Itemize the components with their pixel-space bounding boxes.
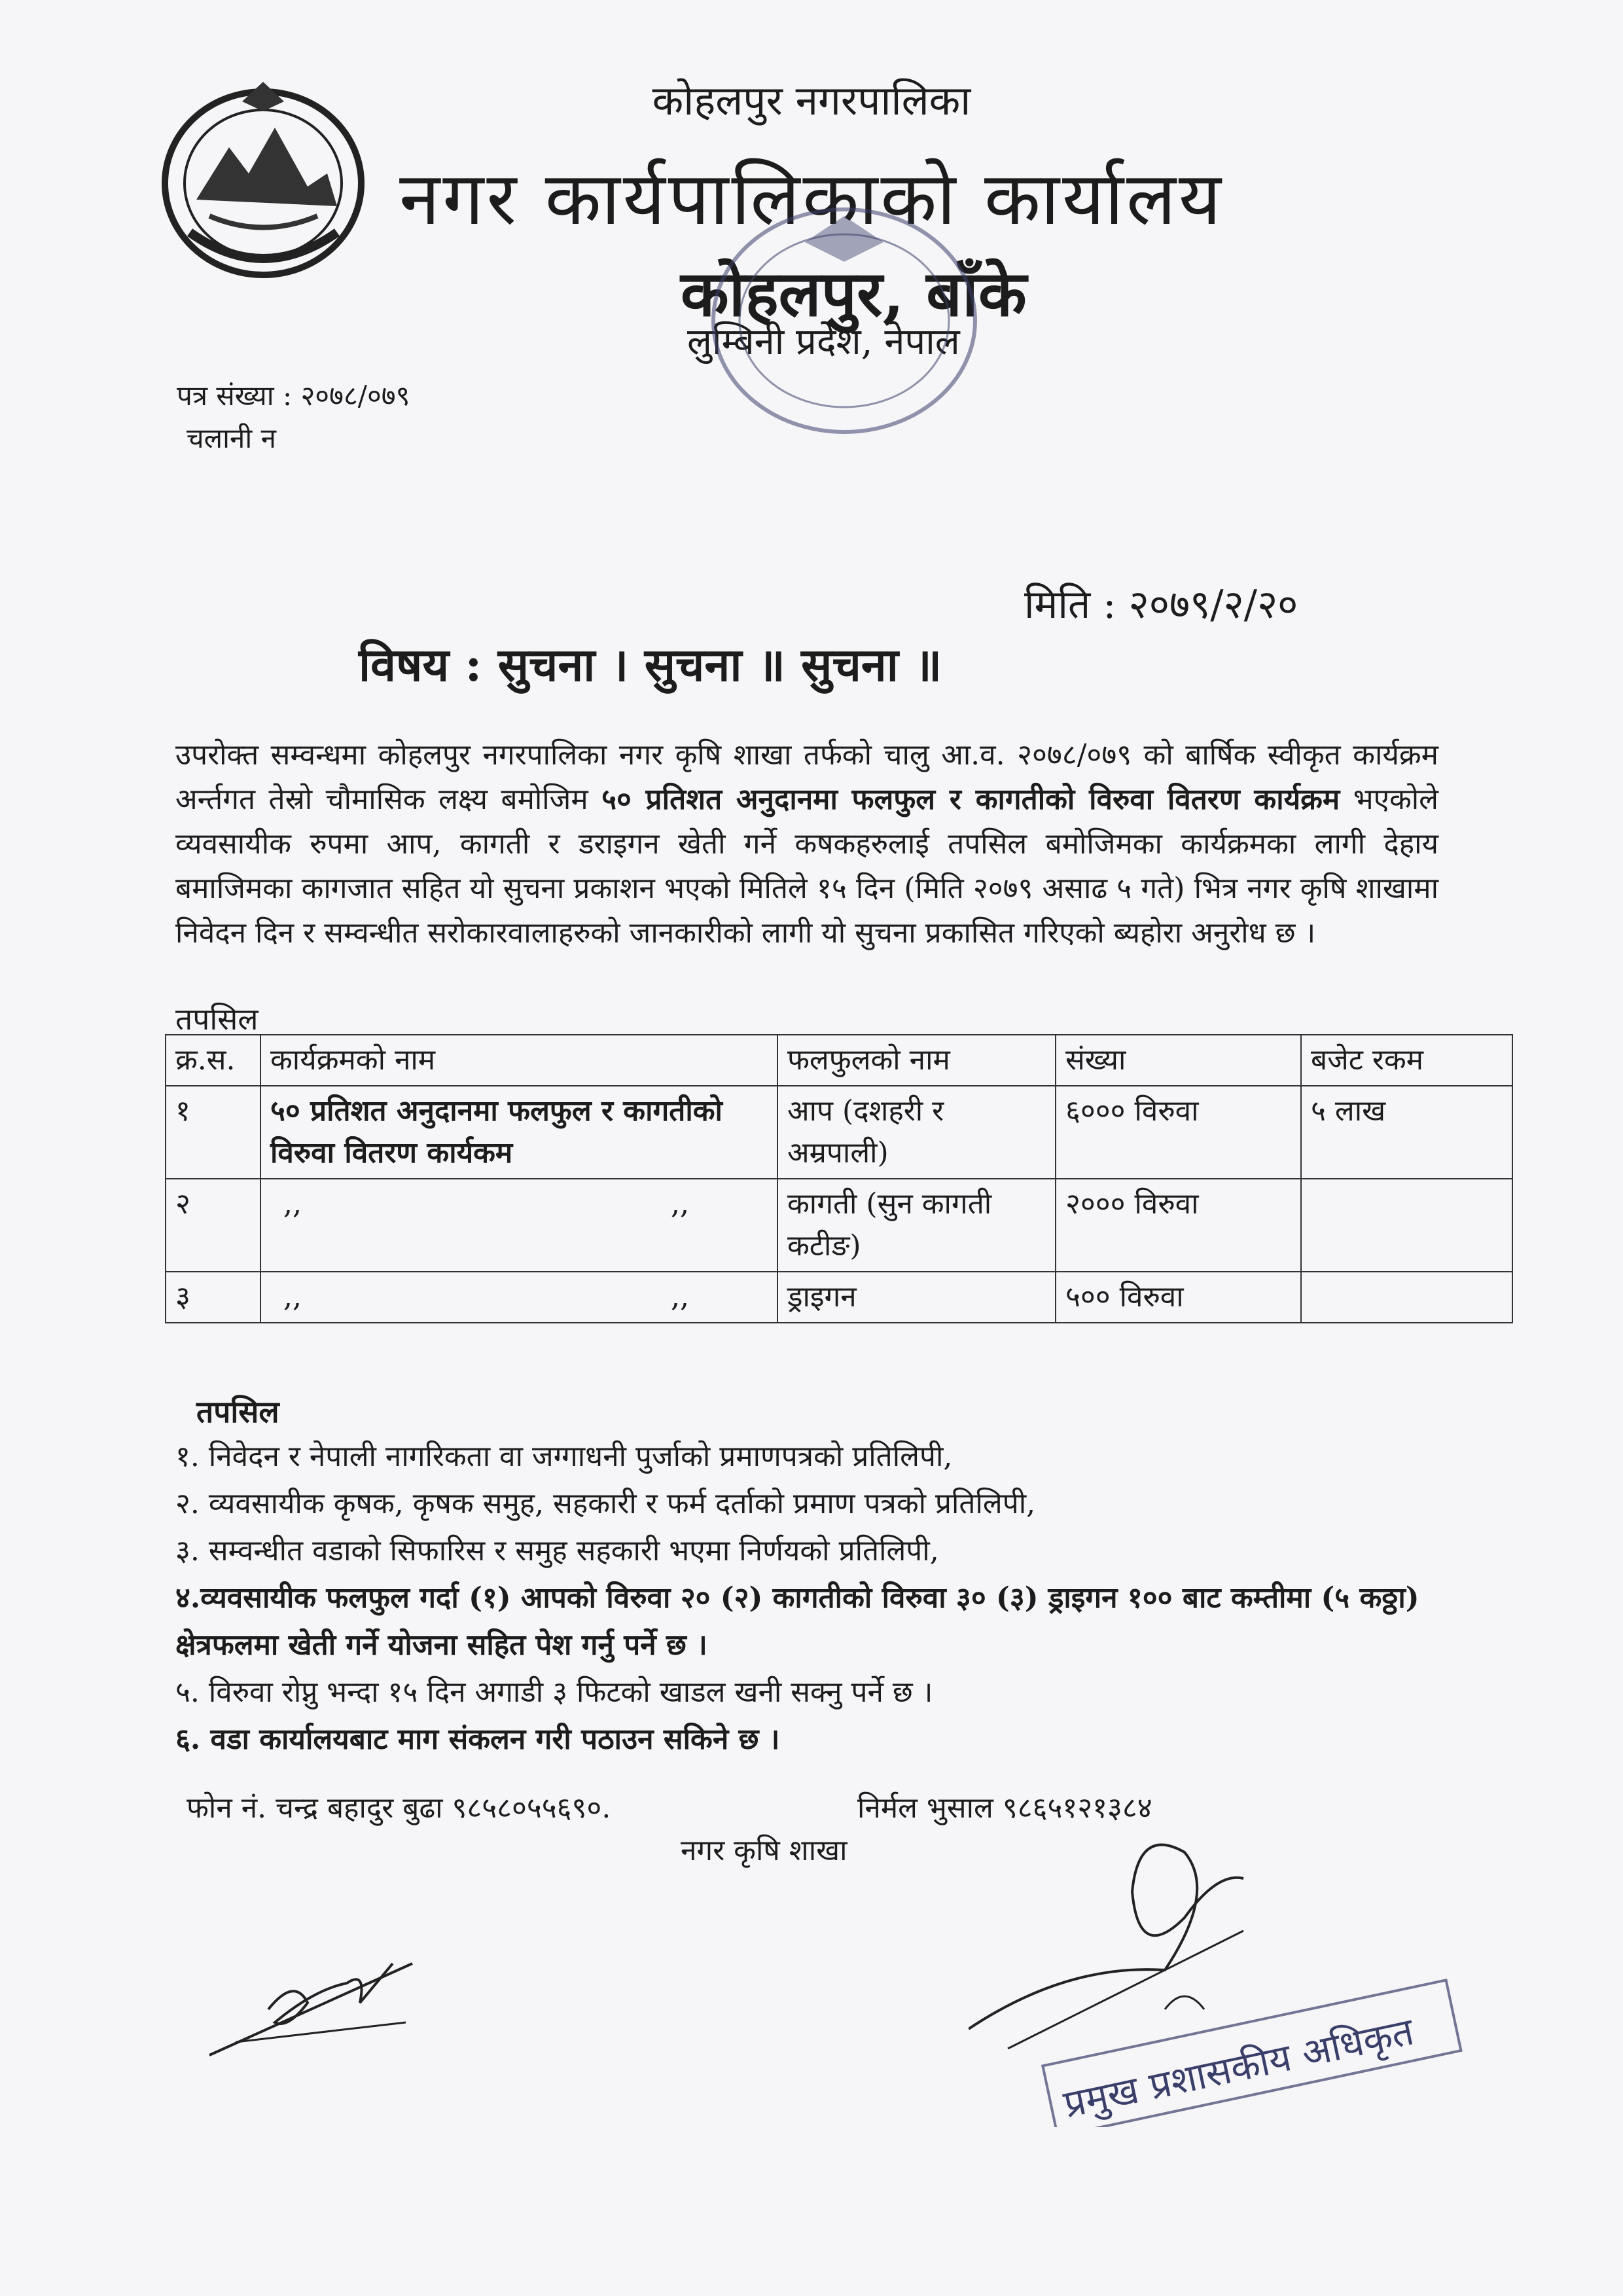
row-program: ५० प्रतिशत अनुदानमा फलफुल र कागतीको विरुवा वितरण कार्यकम [260, 1086, 777, 1179]
ditto-mark: ,, [283, 1187, 302, 1221]
list-item: २. व्यवसायीक कृषक, कृषक समुह, सहकारी र फर्म दर्ताको प्रमाण पत्रको प्रतिलिपी, [175, 1487, 1036, 1520]
list-item: १. निवेदन र नेपाली नागरिकता वा जग्गाधनी पुर्जाको प्रमाणपत्रको प्रतिलिपी, [175, 1440, 953, 1473]
notice-subject: विषय : सुचना । सुचना ॥ सुचना ॥ [359, 637, 942, 692]
row-sn: २ [166, 1179, 260, 1272]
letter-number: पत्र संख्या : २०७८/०७९ [177, 380, 410, 412]
contact-phone-2: निर्मल भुसाल ९८६५१२१३८४ [857, 1791, 1152, 1825]
table-row [166, 1179, 1512, 1272]
department-name: नगर कृषि शाखा [681, 1834, 847, 1867]
requirements-list [175, 1433, 1465, 1763]
body-text-1: उपरोक्त सम्वन्धमा कोहलपुर नगरपालिका नगर कृषि शाखा तर्फको चालु आ.व. २०७८/०७९ को बार्षिक स्वीकृत कार्यक्रम अर्न्तगत तेस्रो चौमासिक लक्ष्य बमोजिम [175, 738, 1438, 816]
header-sn: क्र.स. [166, 1035, 260, 1086]
program-table [165, 1034, 1513, 1323]
list-item: ४.व्यवसायीक फलफुल गर्दा (१) आपको विरुवा २० (२) कागतीको विरुवा ३० (३) ड्राइगन १०० बाट कम्तीमा (५ कठ्ठा) क्षेत्रफलमा खेती गर्ने योजना सहित पेश गर्नु पर्ने छ । [175, 1581, 1419, 1662]
row-qty: ५०० विरुवा [1056, 1272, 1301, 1323]
body-text-2: भएकोले व्यवसायीक रुपमा आप, कागती र डराइगन खेती गर्ने कषकहरुलाई तपसिल बमोजिमका कार्यक्रमका लागी देहाय बमाजिमका कागजात सहित यो सुचना प्रकाशन भएको मितिले १५ दिन (मिति २०७९ असाढ ५ गते) भित्र नगर कृषि शाखामा निवेदन दिन र सम्वन्धीत सरोकारवालाहरुको जानकारीको लागी यो सुचना प्रकासित गरिएको ब्यहोरा अनुरोध छ । [175, 783, 1438, 950]
list-item: ५. विरुवा रोप्नु भन्दा १५ दिन अगाडी ३ फिटको खाडल खनी सक्नु पर्ने छ । [175, 1676, 933, 1709]
schedule-label: तपसिल [175, 1001, 259, 1037]
ditto-mark: ,, [671, 1187, 689, 1221]
officer-signature-stamp [969, 1813, 1466, 2127]
row-budget [1301, 1179, 1512, 1272]
table-header-row [166, 1035, 1512, 1086]
office-seal-stamp [674, 196, 995, 445]
row-budget [1301, 1272, 1512, 1323]
contact-phone-1: फोन नं. चन्द्र बहादुर बुढा ९८५८०५५६९०. [187, 1791, 611, 1825]
row-qty: ६००० विरुवा [1056, 1086, 1301, 1179]
dispatch-number: चलानी न [187, 422, 276, 454]
issue-date: मिति : २०७९/२/२० [1024, 582, 1298, 628]
notice-body [175, 733, 1438, 956]
body-program-name: ५० प्रतिशत अनुदानमा फलफुल र कागतीको विरुवा वितरण कार्यक्रम [601, 783, 1340, 816]
list-item: ६. वडा कार्यालयबाट माग संकलन गरी पठाउन सकिने छ । [175, 1723, 780, 1756]
header-fruit: फलफुलको नाम [777, 1035, 1056, 1086]
row-program-ditto [260, 1272, 777, 1323]
row-fruit: आप (दशहरी र अम्रपाली) [777, 1086, 1056, 1179]
row-sn: १ [166, 1086, 260, 1179]
header-qty: संख्या [1056, 1035, 1301, 1086]
ditto-mark: ,, [671, 1280, 689, 1314]
row-sn: ३ [166, 1272, 260, 1323]
ditto-mark: ,, [283, 1280, 302, 1314]
requirements-title: तपसिल [196, 1394, 279, 1429]
office-title: नगर कार्यपालिकाको कार्यालय [399, 156, 1224, 242]
row-fruit: कागती (सुन कागती कटीङ) [777, 1179, 1056, 1272]
row-fruit: ड्राइगन [777, 1272, 1056, 1323]
province-line: लुम्बिनी प्रदेश, नेपाल [687, 321, 960, 363]
municipality-name: कोहलपुर नगरपालिका [652, 77, 971, 124]
table-row [166, 1086, 1512, 1179]
row-budget: ५ लाख [1301, 1086, 1512, 1179]
row-qty: २००० विरुवा [1056, 1179, 1301, 1272]
header-program: कार्यक्रमको नाम [260, 1035, 777, 1086]
office-address: कोहलपुर, बाँके [681, 257, 1027, 331]
table-row [166, 1272, 1512, 1323]
row-program-ditto [260, 1179, 777, 1272]
header-budget: बजेट रकम [1301, 1035, 1512, 1086]
stamp-text: प्रमुख प्रशासकीय अधिकृत [1060, 2009, 1418, 2127]
list-item: ३. सम्वन्धीत वडाको सिफारिस र समुह सहकारी भएमा निर्णयको प्रतिलिपी, [175, 1534, 939, 1568]
left-signature [196, 1924, 458, 2068]
